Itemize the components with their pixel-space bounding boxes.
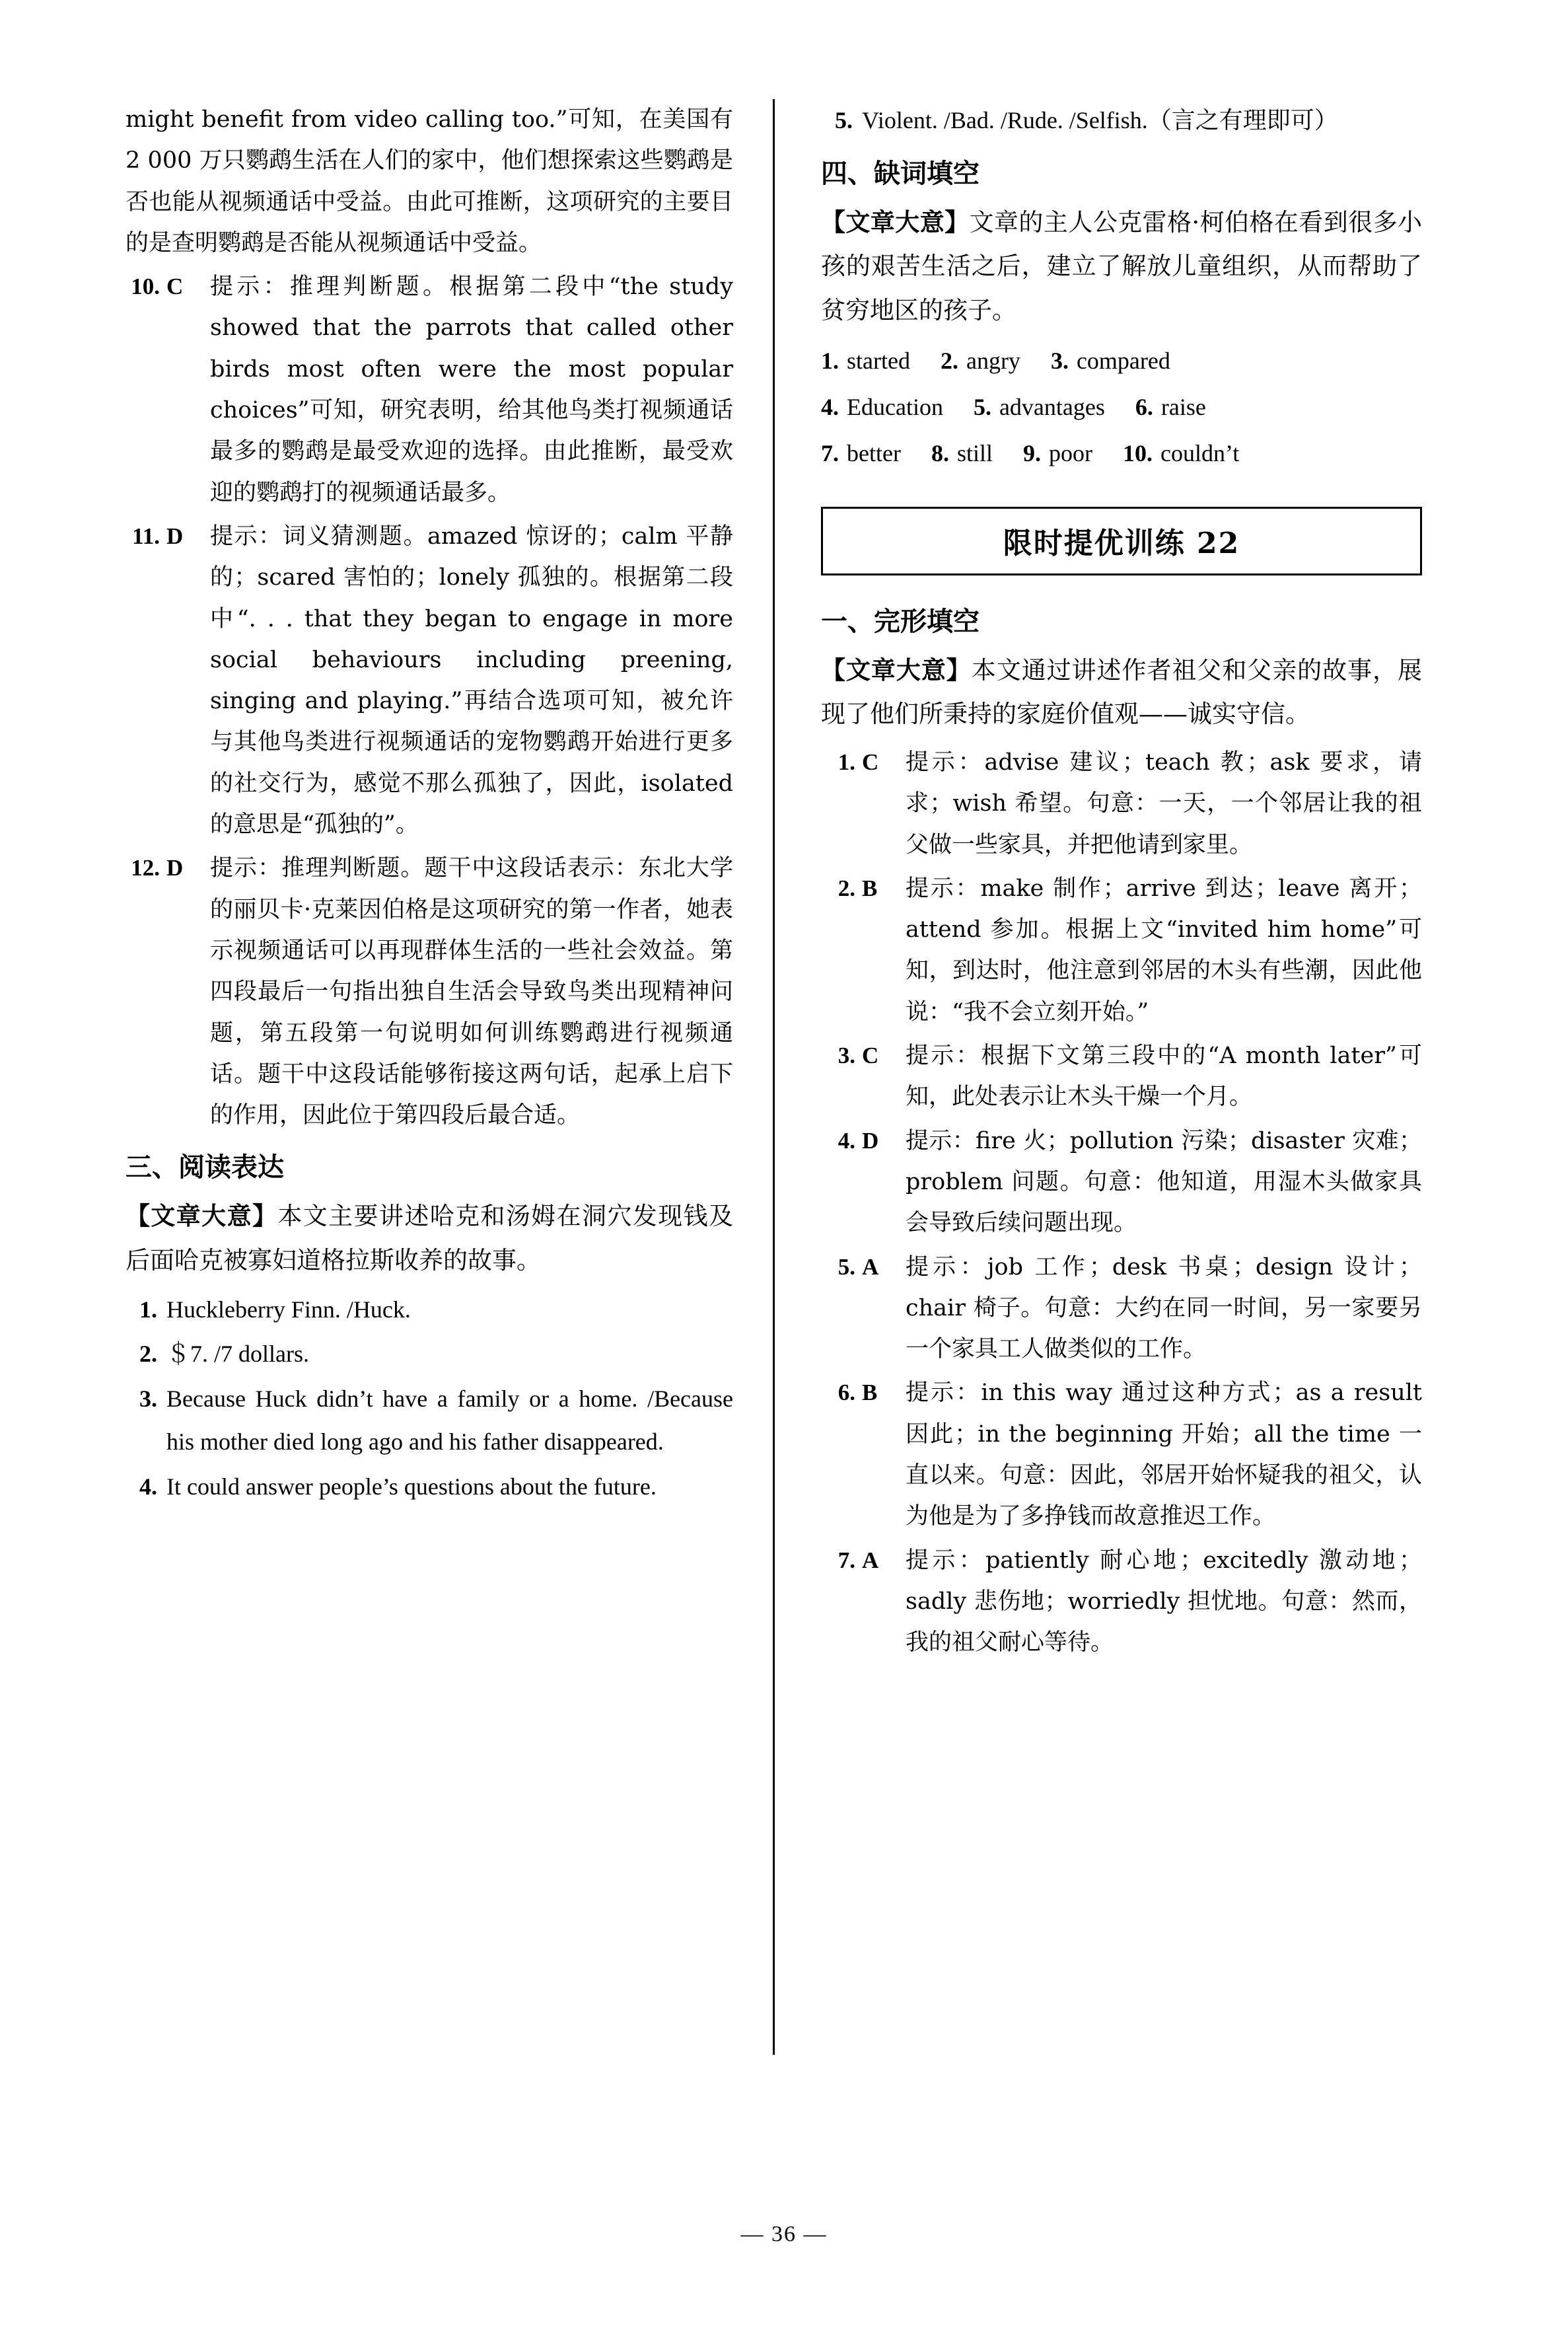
item-explanation — [210, 848, 733, 1136]
item-answer: C — [166, 274, 184, 300]
item-answer-text: It could answer people’s questions about the future. — [166, 1473, 657, 1500]
item-number: 5. — [837, 1253, 855, 1280]
answer-cell — [821, 385, 943, 429]
training-banner: 限时提优训练 22 — [821, 507, 1422, 575]
item-answer: C — [862, 1043, 879, 1069]
hint-label: 提示： — [906, 1253, 987, 1280]
hint-text: in this way 通过这种方式；as a result 因此；in the beginning 开始；all the time 一直以来。句意：因此，邻居开始怀疑我的祖父，认为他是为了多挣钱而故意推迟工作。 — [906, 1380, 1422, 1530]
item-word: advantages — [999, 393, 1105, 420]
item-number: 6. — [1135, 393, 1153, 420]
item-number: 10. — [131, 274, 160, 300]
item-explanation — [210, 266, 733, 513]
item-number: 7. — [821, 440, 839, 467]
section-heading-cloze: 一、完形填空 — [821, 605, 980, 637]
hint-label: 提示： — [210, 274, 290, 301]
item-answer-text: Huckleberry Finn. /Huck. — [166, 1296, 411, 1323]
item-explanation — [906, 868, 1422, 1033]
passage-gist — [821, 200, 1422, 333]
item-number: 2. — [837, 875, 855, 901]
hint-text: 词义猜测题。amazed 惊讶的；calm 平静的；scared 害怕的；lonely 孤独的。根据第二段中“. . . that they began to engage in more social behaviours including preening, singing and playing.”再结合选项可知，被允许与其他鸟类进行视频通话的宠物鹦鹉开始进行更多的社交行为，感觉不那么孤独了，因此，isolated 的意思是“孤独的”。 — [210, 523, 733, 838]
item-answer: D — [166, 855, 184, 881]
item-word: Education — [847, 393, 943, 420]
item-number: 2. — [139, 1341, 157, 1368]
item-explanation — [906, 1247, 1422, 1370]
item-answer: D — [166, 523, 184, 549]
item-number: 1. — [821, 347, 839, 374]
answer-item — [125, 516, 733, 845]
item-answer: D — [862, 1127, 879, 1154]
hint-text: job 工作；desk 书桌；design 设计；chair 椅子。句意：大约在同一时间，另一家要另一个家具工人做类似的工作。 — [906, 1253, 1422, 1363]
section-heading-reading-expression: 三、阅读表达 — [125, 1152, 284, 1183]
item-answer: B — [862, 1380, 878, 1406]
item-word: better — [847, 440, 901, 467]
item-number: 5. — [835, 107, 853, 133]
list-item — [125, 1378, 733, 1463]
item-answer: A — [862, 1547, 879, 1573]
item-word: angry — [966, 347, 1020, 374]
right-column — [775, 99, 1422, 2134]
item-answer: B — [862, 875, 878, 901]
hint-text: 推理判断题。根据第二段中“the study showed that the parrots that called other birds most often were the most popular choices”可知，研究表明，给其他鸟类打视频通话最多的鹦鹉是最受欢迎的选择。由此推断，最受欢迎的鹦鹉打的视频通话最多。 — [210, 274, 733, 506]
item-answer-text: ＄7. /7 dollars. — [166, 1341, 309, 1368]
item-number: 9. — [1022, 440, 1041, 467]
hint-text: make 制作；arrive 到达；leave 离开；attend 参加。根据上文“invited him home”可知，到达时，他注意到邻居的木头有些潮，因此他说：“我不会立刻开始。” — [906, 875, 1422, 1025]
item-word: started — [847, 347, 910, 374]
hint-text: 根据下文第三段中的“A month later”可知，此处表示让木头干燥一个月。 — [906, 1043, 1422, 1111]
continued-paragraph: might benefit from video calling too.”可知，在美国有 2 000 万只鹦鹉生活在人们的家中，他们想探索这些鹦鹉是否也能从视频通话中受益。由此可推断，这项研究的主要目的是查明鹦鹉是否能从视频通话中受益。 — [125, 106, 733, 256]
hint-label: 提示： — [906, 1547, 985, 1574]
section-heading-word-filling: 四、缺词填空 — [821, 157, 980, 189]
answer-row — [821, 338, 1422, 383]
item-answer: A — [862, 1253, 879, 1280]
gist-text: 本文通过讲述作者祖父和父亲的故事，展现了他们所秉持的家庭价值观——诚实守信。 — [821, 655, 1423, 729]
hint-label: 提示： — [210, 855, 282, 882]
answer-item — [821, 1540, 1422, 1664]
gist-text: 文章的主人公克雷格·柯伯格在看到很多小孩的艰苦生活之后，建立了解放儿童组织，从而帮助了贫穷地区的孩子。 — [821, 207, 1422, 324]
hint-label: 提示： — [906, 1380, 981, 1407]
item-number: 10. — [1122, 440, 1153, 467]
item-explanation — [210, 516, 733, 845]
item-word: couldn’t — [1160, 440, 1240, 467]
passage-gist — [821, 648, 1422, 737]
answer-item — [821, 1372, 1422, 1537]
item-answer-text: Because Huck didn’t have a family or a home. /Because his mother died long ago and his father disappeared. — [166, 1385, 733, 1455]
hint-text: fire 火；pollution 污染；disaster 灾难；problem 问题。句意：他知道，用湿木头做家具会导致后续问题出现。 — [906, 1127, 1422, 1237]
item-explanation — [906, 1540, 1422, 1664]
answer-item — [125, 266, 733, 513]
item-word: still — [956, 440, 993, 467]
answer-cell — [821, 338, 910, 383]
hint-label: 提示： — [906, 1127, 976, 1154]
list-item — [125, 1465, 733, 1508]
answer-cell — [1135, 385, 1206, 429]
item-number: 4. — [837, 1127, 855, 1154]
item-number: 12. — [131, 855, 160, 881]
answer-cell — [931, 431, 993, 476]
item-number: 11. — [132, 523, 160, 549]
answer-item — [821, 1035, 1422, 1118]
hint-text: patiently 耐心地；excitedly 激动地；sadly 悲伤地；worriedly 担忧地。句意：然而，我的祖父耐心等待。 — [906, 1547, 1422, 1656]
answer-cell — [941, 338, 1020, 383]
item-word: raise — [1160, 393, 1206, 420]
item-number: 4. — [821, 393, 839, 420]
answer-cell — [821, 431, 901, 476]
answer-item — [821, 1121, 1422, 1244]
item-explanation — [906, 1121, 1422, 1244]
answer-item — [821, 868, 1422, 1033]
item-number: 1. — [139, 1296, 157, 1323]
item-number: 3. — [837, 1043, 855, 1069]
gist-label: 【文章大意】 — [821, 655, 972, 684]
item-number: 4. — [139, 1473, 157, 1500]
item-answer-text: Violent. /Bad. /Rude. /Selfish.（言之有理即可） — [862, 107, 1338, 133]
answer-cell — [1051, 338, 1170, 383]
item-explanation — [906, 742, 1422, 866]
item-number: 3. — [139, 1385, 157, 1413]
answer-row — [821, 431, 1422, 476]
item-word: poor — [1048, 440, 1092, 467]
list-item — [821, 99, 1422, 142]
hint-label: 提示： — [906, 1043, 981, 1070]
answer-item — [125, 848, 733, 1136]
gist-text: 本文主要讲述哈克和汤姆在洞穴发现钱及后面哈克被寡妇道格拉斯收养的故事。 — [125, 1202, 734, 1275]
item-number: 7. — [837, 1547, 855, 1573]
passage-gist — [125, 1194, 733, 1282]
item-answer: C — [862, 749, 879, 775]
item-number: 6. — [837, 1380, 855, 1406]
item-number: 3. — [1050, 347, 1069, 374]
item-explanation — [906, 1035, 1422, 1118]
list-item — [125, 1288, 733, 1331]
left-column — [125, 99, 773, 2134]
item-number: 2. — [940, 347, 958, 374]
answer-cell — [974, 385, 1105, 429]
item-number: 8. — [931, 440, 949, 467]
answer-cell — [1123, 431, 1239, 476]
item-explanation — [906, 1372, 1422, 1537]
list-item — [125, 1333, 733, 1376]
hint-label: 提示： — [906, 749, 985, 776]
page-number: — 36 — — [740, 2222, 828, 2246]
item-word: compared — [1076, 347, 1170, 374]
hint-label: 提示： — [210, 523, 283, 550]
answer-item — [821, 742, 1422, 866]
hint-label: 提示： — [906, 875, 981, 902]
item-number: 5. — [973, 393, 991, 420]
answer-item — [821, 1247, 1422, 1370]
hint-text: 推理判断题。题干中这段话表示：东北大学的丽贝卡·克莱因伯格是这项研究的第一作者，她表示视频通话可以再现群体生活的一些社会效益。第四段最后一句指出独自生活会导致鸟类出现精神问题，第五段第一句说明如何训练鹦鹉进行视频通话。题干中这段话能够衔接这两句话，起承上启下的作用，因此位于第四段后最合适。 — [210, 855, 733, 1129]
hint-text: advise 建议；teach 教；ask 要求，请求；wish 希望。句意：一天，一个邻居让我的祖父做一些家具，并把他请到家里。 — [906, 749, 1422, 858]
answer-row — [821, 385, 1422, 429]
gist-label: 【文章大意】 — [821, 207, 970, 237]
gist-label: 【文章大意】 — [125, 1201, 278, 1231]
answer-cell — [1023, 431, 1092, 476]
item-number: 1. — [837, 749, 855, 775]
two-column-layout — [125, 99, 1456, 2134]
